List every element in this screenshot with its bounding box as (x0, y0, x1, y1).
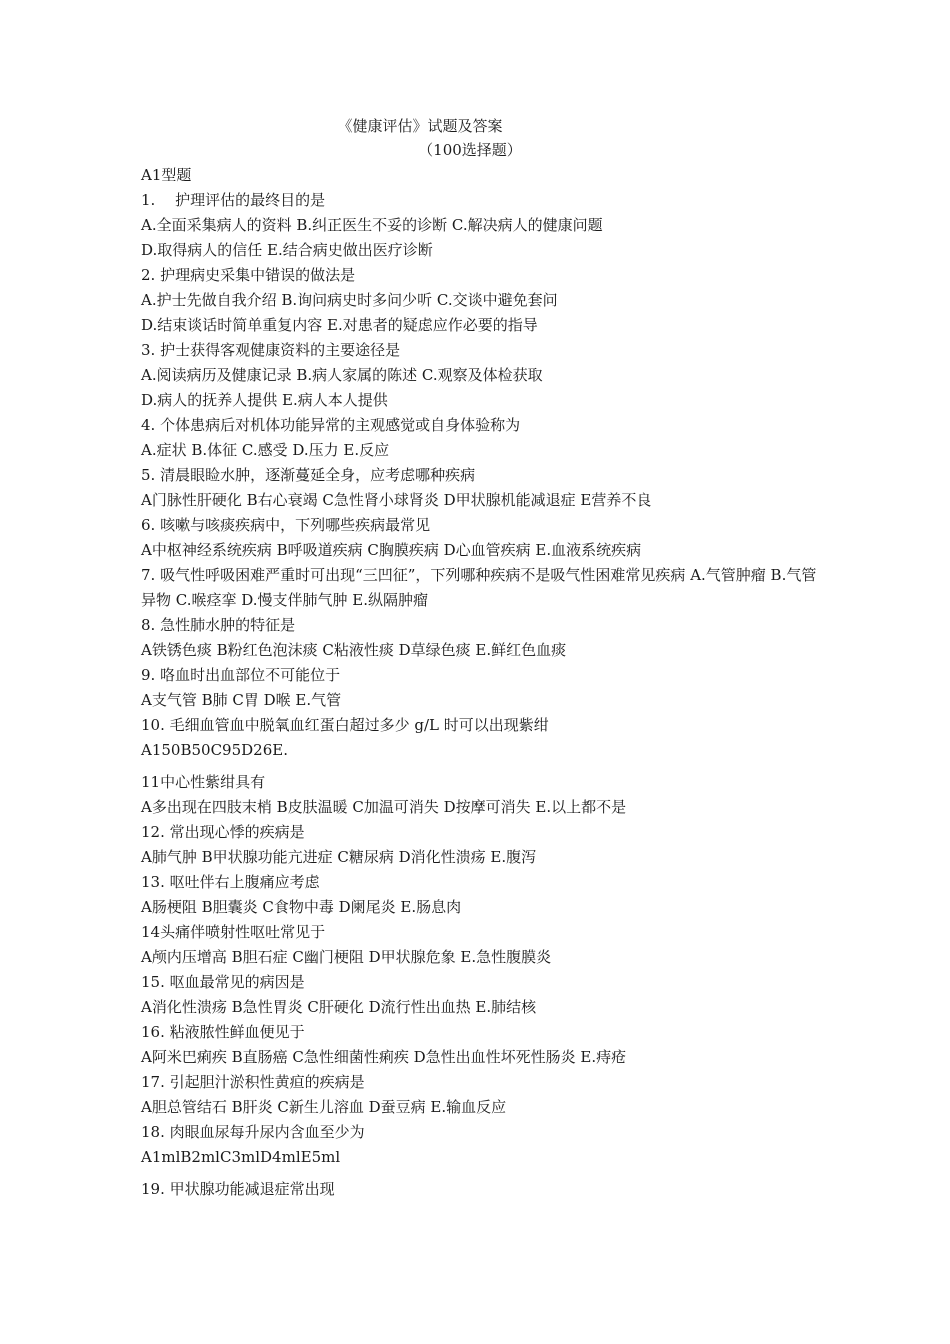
question-options: A.全面采集病人的资料 B.纠正医生不妥的诊断 C.解决病人的健康问题 (141, 216, 603, 234)
question-text: 8. 急性肺水肿的特征是 (141, 616, 296, 634)
question-options: A肺气肿 B甲状腺功能亢进症 C糖尿病 D消化性溃疡 E.腹泻 (141, 848, 537, 866)
document-subtitle: （100选择题） (418, 141, 522, 159)
question-text: 11中心性紫绀具有 (141, 773, 266, 791)
question-options: A支气管 B肺 C胃 D喉 E.气管 (141, 691, 342, 709)
question-options: D.病人的抚养人提供 E.病人本人提供 (141, 391, 388, 409)
question-options: A中枢神经系统疾病 B呼吸道疾病 C胸膜疾病 D心血管疾病 E.血液系统疾病 (141, 541, 642, 559)
question-text: 14头痛伴喷射性呕吐常见于 (141, 923, 326, 941)
question-text: 13. 呕吐伴右上腹痛应考虑 (141, 873, 320, 891)
question-options: A.护士先做自我介绍 B.询问病史时多问少听 C.交谈中避免套问 (141, 291, 558, 309)
question-text: 17. 引起胆汁淤积性黄疸的疾病是 (141, 1073, 365, 1091)
question-text: 3. 护士获得客观健康资料的主要途径是 (141, 341, 401, 359)
question-text: 2. 护理病史采集中错误的做法是 (141, 266, 356, 284)
section-heading: A1型题 (141, 166, 192, 184)
question-text: 10. 毛细血管血中脱氧血红蛋白超过多少 g/L 时可以出现紫绀 (141, 716, 549, 734)
question-text: 7. 吸气性呼吸困难严重时可出现“三凹征”，下列哪种疾病不是吸气性困难常见疾病 A.气管肿瘤 B.气管异物 C.喉痉挛 D.慢支伴肺气肿 E.纵隔肿瘤 (141, 566, 817, 609)
question-options: A门脉性肝硬化 B右心衰竭 C急性肾小球肾炎 D甲状腺机能减退症 E营养不良 (141, 491, 652, 509)
question-options: A胆总管结石 B肝炎 C新生儿溶血 D蚕豆病 E.输血反应 (141, 1098, 507, 1116)
document-title: 《健康评估》试题及答案 (337, 117, 503, 135)
document-header (0, 116, 950, 160)
question-options: A颅内压增高 B胆石症 C幽门梗阻 D甲状腺危象 E.急性腹膜炎 (141, 948, 552, 966)
question-text: 12. 常出现心悸的疾病是 (141, 823, 305, 841)
question-text: 1. 护理评估的最终目的是 (141, 191, 326, 209)
question-text: 19. 甲状腺功能减退症常出现 (141, 1180, 335, 1198)
question-options: A阿米巴痢疾 B直肠癌 C急性细菌性痢疾 D急性出血性坏死性肠炎 E.痔疮 (141, 1048, 627, 1066)
question-options: D.结束谈话时简单重复内容 E.对患者的疑虑应作必要的指导 (141, 316, 538, 334)
question-options: A.阅读病历及健康记录 B.病人家属的陈述 C.观察及体检获取 (141, 366, 543, 384)
question-options: A150B50C95D26E. (141, 741, 288, 759)
question-text: 16. 粘液脓性鲜血便见于 (141, 1023, 305, 1041)
question-text: 4. 个体患病后对机体功能异常的主观感觉或自身体验称为 (141, 416, 521, 434)
question-options: A1mlB2mlC3mlD4mlE5ml (141, 1148, 341, 1166)
question-options: A铁锈色痰 B粉红色泡沫痰 C粘液性痰 D草绿色痰 E.鲜红色血痰 (141, 641, 567, 659)
question-text: 5. 清晨眼睑水肿，逐渐蔓延全身，应考虑哪种疾病 (141, 466, 476, 484)
question-options: A肠梗阻 B胆囊炎 C食物中毒 D阑尾炎 E.肠息肉 (141, 898, 462, 916)
question-options: D.取得病人的信任 E.结合病史做出医疗诊断 (141, 241, 433, 259)
question-list (141, 163, 821, 1202)
question-text: 18. 肉眼血尿每升尿内含血至少为 (141, 1123, 365, 1141)
question-options: A多出现在四肢末梢 B皮肤温暖 C加温可消失 D按摩可消失 E.以上都不是 (141, 798, 627, 816)
question-options: A.症状 B.体征 C.感受 D.压力 E.反应 (141, 441, 390, 459)
question-text: 15. 呕血最常见的病因是 (141, 973, 305, 991)
question-text: 6. 咳嗽与咳痰疾病中，下列哪些疾病最常见 (141, 516, 431, 534)
question-text: 9. 咯血时出血部位不可能位于 (141, 666, 341, 684)
question-options: A消化性溃疡 B急性胃炎 C肝硬化 D流行性出血热 E.肺结核 (141, 998, 537, 1016)
